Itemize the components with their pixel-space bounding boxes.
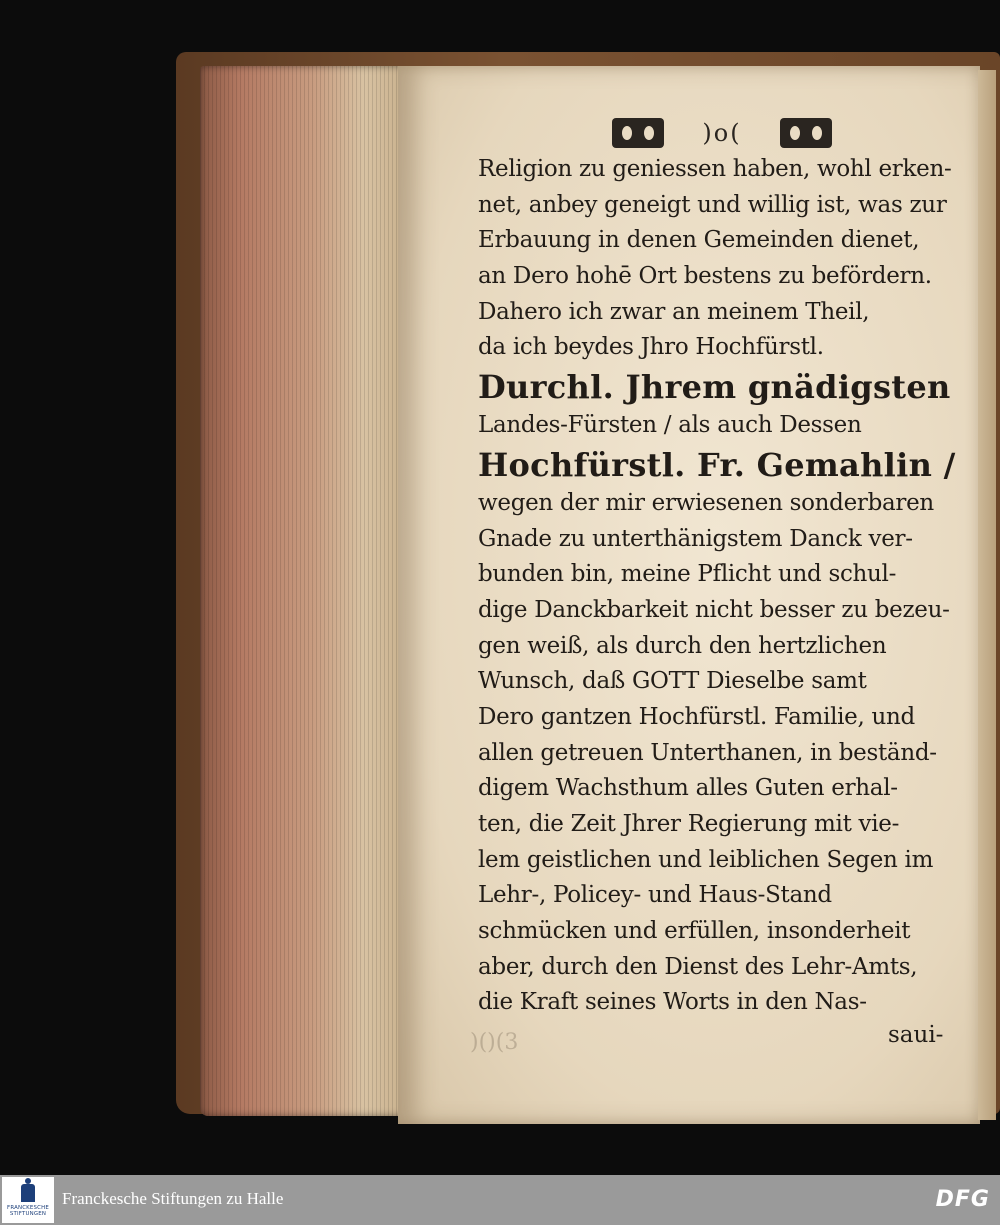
- text-line: bunden bin, meine Pflicht und schul-: [478, 561, 897, 588]
- text-line: digem Wachsthum alles Guten erhal-: [478, 775, 898, 802]
- text-line: Hochfürstl. Fr. Gemahlin /: [478, 445, 956, 484]
- text-line: Landes-Fürsten / als auch Dessen: [478, 412, 862, 439]
- footer-bar: [0, 1175, 1000, 1225]
- institution-name[interactable]: Franckesche Stiftungen zu Halle: [62, 1189, 284, 1208]
- text-line: ten, die Zeit Jhrer Regierung mit vie-: [478, 811, 900, 837]
- text-line: gen weiß, als durch den hertzlichen: [478, 632, 887, 659]
- text-line: Wunsch, daß GOTT Dieselbe samt: [478, 668, 867, 695]
- ornament-right-icon: [780, 118, 832, 148]
- signature-bleed-through: )()(3: [470, 1030, 519, 1055]
- dfg-logo[interactable]: DFG: [935, 1187, 990, 1212]
- text-line: schmücken und erfüllen, insonderheit: [478, 918, 911, 945]
- text-line: lem geistlichen und leiblichen Segen im: [478, 846, 934, 873]
- text-line: Gnade zu unterthänigstem Danck ver-: [478, 525, 913, 552]
- text-line: net, anbey geneigt und willig ist, was zur: [478, 191, 947, 218]
- institution-logo[interactable]: [2, 1177, 54, 1223]
- logo-text: FRANCKESCHE STIFTUNGEN: [7, 1204, 49, 1217]
- text-line: Religion zu geniessen haben, wohl erken-: [478, 156, 952, 182]
- page-block-edges: [200, 66, 405, 1116]
- text-line: Dahero ich zwar an meinem Theil,: [478, 298, 870, 325]
- page-text: [478, 152, 958, 1021]
- text-line: dige Danckbarkeit nicht besser zu bezeu-: [478, 596, 950, 623]
- text-line: Dero gantzen Hochfürstl. Familie, und: [478, 703, 915, 730]
- ornament-center: )o(: [702, 119, 742, 147]
- page-fore-edge: [978, 70, 996, 1120]
- text-line: aber, durch den Dienst des Lehr-Amts,: [478, 953, 918, 980]
- text-line: da ich beydes Jhro Hochfürstl.: [478, 334, 824, 361]
- text-line: wegen der mir erwiesenen sonderbaren: [478, 489, 934, 516]
- text-line: Lehr-, Policey- und Haus-Stand: [478, 882, 832, 909]
- header-ornament: [612, 113, 832, 153]
- ornament-left-icon: [612, 118, 664, 148]
- text-line: an Dero hohē Ort bestens zu befördern.: [478, 263, 932, 290]
- building-icon: [21, 1184, 35, 1202]
- catchword: saui-: [888, 1022, 944, 1048]
- text-line: allen getreuen Unterthanen, in beständ-: [478, 739, 937, 766]
- text-line: Durchl. Jhrem gnädigsten: [478, 368, 951, 407]
- text-line: Erbauung in denen Gemeinden dienet,: [478, 227, 920, 254]
- text-line: die Kraft seines Worts in den Nas-: [478, 989, 867, 1016]
